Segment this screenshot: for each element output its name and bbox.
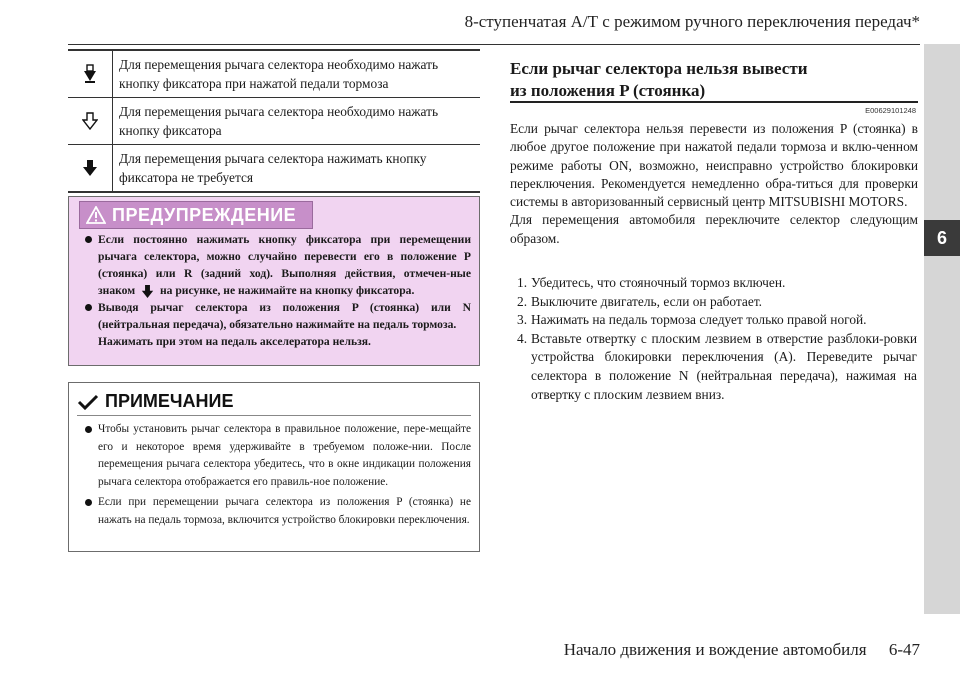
warning-item (81, 231, 471, 299)
note-title: ПРИМЕЧАНИЕ (105, 391, 234, 411)
check-icon (77, 394, 99, 410)
step-item (517, 293, 917, 312)
section-title-line: Если рычаг селектора нельзя вывести (510, 59, 808, 78)
legend-icon-cell (68, 51, 113, 97)
pedal-and-button-icon (81, 64, 99, 84)
step-text: Нажимать на педаль тормоза следует только правой ногой. (531, 312, 867, 328)
warning-item-text: Нажимать при этом на педаль акселератора нельзя. (98, 335, 371, 348)
step-number: 1. (517, 275, 528, 290)
legend-text: Для перемещения рычага селектора необходимо нажать кнопку фиксатора (119, 104, 439, 138)
legend-icon-cell (68, 98, 113, 144)
paragraph: Для перемещения автомобиля переключите селектор следующим образом. (510, 212, 918, 246)
page-footer (564, 640, 920, 660)
outline-arrow-down-icon (82, 112, 98, 130)
note-box (68, 382, 480, 552)
page-number: 6-47 (888, 640, 920, 659)
bullet-icon (85, 499, 92, 506)
bullet-icon (85, 304, 92, 311)
legend-row (68, 51, 480, 98)
note-item (81, 494, 471, 529)
warning-box (68, 196, 480, 366)
note-item-text: Чтобы установить рычаг селектора в правильное положение, пере-мещайте его и некоторое время удерживайте в требуемом положе-нии. После перемещения рычага селектора убедитесь, что в окне индикации положения рычага селектора отображается его правиль-ное положение. (98, 423, 471, 488)
header-rule (68, 44, 920, 45)
legend-row (68, 145, 480, 191)
warning-item (81, 299, 471, 350)
note-body (81, 421, 471, 532)
steps-list (517, 274, 917, 404)
footer-section-name: Начало движения и вождение автомобиля (563, 640, 867, 659)
legend-table (68, 49, 480, 193)
note-item (81, 421, 471, 491)
header-title: 8-ступенчатая А/Т с режимом ручного переключения передач* (464, 12, 920, 31)
section-text (510, 120, 918, 248)
bullet-icon (85, 426, 92, 433)
warning-item-text: Выводя рычаг селектора из положения P (стоянка) или N (нейтральная передача), обязательно нажимайте на педаль тормоза. (98, 301, 471, 331)
bullet-icon (85, 236, 92, 243)
warning-item-text: Если постоянно нажимать кнопку фиксатора при перемещении рычага селектора, можно случайно перевести его в положение P (стоянка) или R (задний ход). Выполняя действия, отмечен-ные знаком (98, 233, 471, 297)
section-title-line: из положения P (стоянка) (510, 81, 706, 100)
warning-header (79, 201, 313, 229)
solid-arrow-down-icon (82, 159, 98, 177)
warning-triangle-icon (86, 206, 106, 224)
step-number: 3. (517, 312, 528, 328)
note-item-text: Если при перемещении рычага селектора из положения P (стоянка) не нажать на педаль тормоза, включится устройство блокировки переключения. (98, 496, 471, 526)
legend-row (68, 98, 480, 145)
legend-icon-cell (68, 145, 113, 191)
note-header (77, 391, 233, 412)
legend-text: Для перемещения рычага селектора необходимо нажать кнопку фиксатора при нажатой педали тормоза (119, 57, 439, 91)
warning-title: ПРЕДУПРЕЖДЕНИЕ (112, 204, 297, 225)
paragraph: Если рычаг селектора нельзя перевести из положения P (стоянка) в любое другое положение при нажатой педали тормоза и вклю-ченном режиме работы ON, возможно, неисправно устройство блокировки переключения. Рекомендуется немедленно обра-титься для проверки системы в авторизованный сервисный центр MITSUBISHI MOTORS. (510, 121, 918, 210)
step-item (517, 330, 917, 404)
step-text: Выключите двигатель, если он работает. (531, 293, 763, 309)
step-text: Убедитесь, что стояночный тормоз включен. (531, 275, 786, 290)
solid-arrow-down-icon (141, 284, 154, 299)
section-rule (510, 101, 918, 103)
step-number: 4. (517, 330, 528, 346)
chapter-number: 6 (924, 220, 960, 256)
chapter-side-tab[interactable] (924, 44, 960, 614)
step-number: 2. (517, 293, 528, 309)
step-item (517, 311, 917, 330)
step-text: Вставьте отвертку с плоским лезвием в отверстие разблоки-ровки устройства блокировки переключения (A). Переведите рычаг селектора в положение N (нейтральная передача), нажимая на отвертку с плоским лезвием вниз. (531, 330, 917, 402)
warning-body (81, 231, 471, 350)
step-item (517, 274, 917, 293)
note-rule (77, 415, 471, 416)
section-title (510, 58, 910, 102)
warning-item-text: на рисунке, не нажимайте на кнопку фиксатора. (159, 284, 415, 297)
section-code: E00629101248 (865, 106, 916, 115)
legend-text: Для перемещения рычага селектора нажимать кнопку фиксатора не требуется (119, 151, 427, 185)
